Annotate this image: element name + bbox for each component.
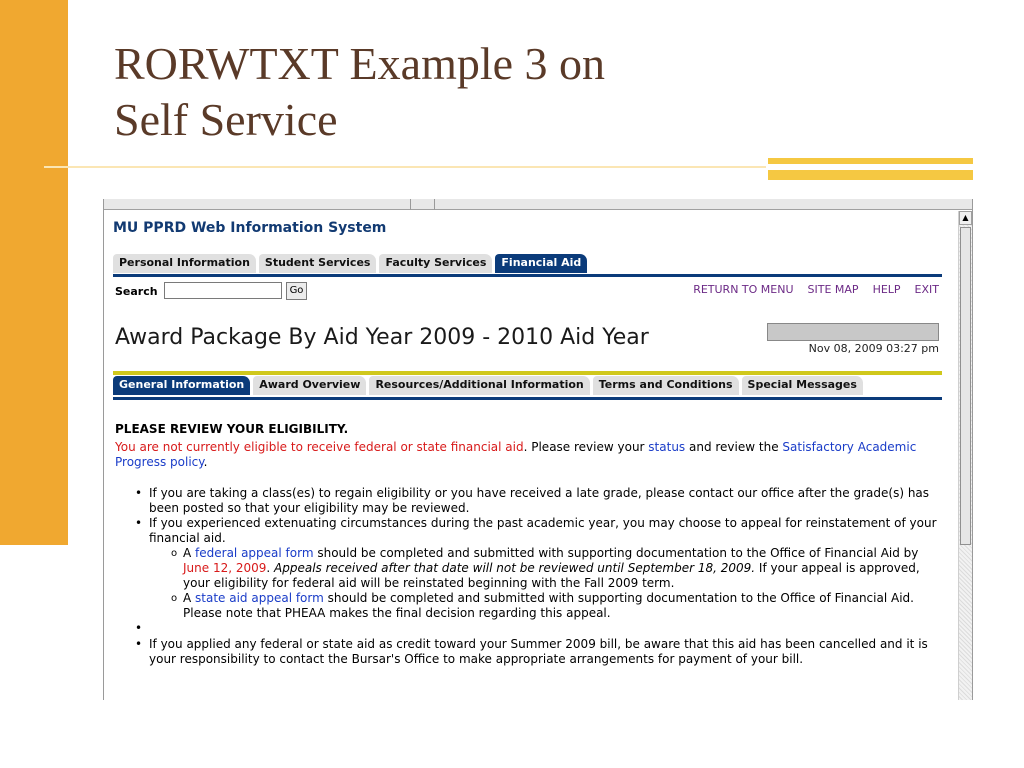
top-nav-links: [693, 283, 939, 296]
slide-title: [114, 36, 754, 148]
return-to-menu-link[interactable]: RETURN TO MENU: [693, 283, 794, 296]
status-link[interactable]: status: [648, 440, 686, 454]
search-go-button[interactable]: Go: [286, 282, 307, 300]
tab-financial-aid[interactable]: Financial Aid: [495, 254, 587, 273]
title-accent-stripe: [768, 158, 973, 164]
page-title: Award Package By Aid Year 2009 - 2010 Aid Year: [115, 325, 649, 350]
intro-text: .: [203, 455, 208, 469]
slide-left-accent-bar: [0, 0, 68, 545]
intro-text: and review the: [685, 440, 783, 454]
title-accent-stripe: [768, 170, 973, 180]
tab-general-information[interactable]: General Information: [113, 376, 250, 395]
search-input[interactable]: [164, 282, 282, 299]
title-underline: [44, 166, 766, 168]
web-page: [104, 211, 959, 700]
state-aid-appeal-form-link[interactable]: state aid appeal form: [195, 591, 324, 605]
sub-item-text: A: [183, 591, 196, 605]
system-title: MU PPRD Web Information System: [113, 220, 387, 236]
federal-appeal-form-link[interactable]: federal appeal form: [195, 546, 314, 560]
slide-title-line-2: Self Service: [114, 94, 338, 145]
browser-toolbar-strip: [104, 199, 973, 210]
list-item-text: If you experienced extenuating circumstances during the past academic year, you may choose to appeal for reinstatement of your financial aid.: [149, 516, 937, 545]
main-tab-bar: [113, 254, 590, 273]
sub-item-text: A: [183, 546, 196, 560]
eligibility-message: [115, 422, 937, 667]
tab-award-overview[interactable]: Award Overview: [253, 376, 366, 395]
list-item: [115, 637, 937, 667]
exit-link[interactable]: EXIT: [914, 283, 939, 296]
sub-item-text: should be completed and submitted with supporting documentation to the Office of Financial Aid. Please note that PHEAA makes the final decision regarding this appeal.: [183, 591, 914, 620]
list-item: [115, 516, 937, 621]
scroll-up-arrow-icon[interactable]: ▲: [959, 211, 972, 225]
main-tab-underline: [113, 274, 942, 277]
screenshot-window: [103, 199, 973, 700]
site-map-link[interactable]: SITE MAP: [807, 283, 859, 296]
tab-resources-additional-information[interactable]: Resources/Additional Information: [369, 376, 589, 395]
sub-list-item: [149, 546, 937, 591]
vertical-scrollbar[interactable]: [958, 211, 972, 700]
list-item: [115, 486, 937, 516]
appeal-deadline: June 12, 2009: [183, 561, 267, 575]
tab-special-messages[interactable]: Special Messages: [742, 376, 863, 395]
scrollbar-thumb[interactable]: [960, 227, 971, 545]
tab-personal-information[interactable]: Personal Information: [113, 254, 256, 273]
sub-item-text: should be completed and submitted with supporting documentation to the Office of Financial Aid by: [313, 546, 919, 560]
slide-title-line-1: RORWTXT Example 3 on: [114, 38, 606, 89]
search-label: Search: [115, 285, 158, 298]
sub-item-text: If your appeal is approved, your eligibility for federal aid will be reinstated beginning with the Fall 2009 term.: [183, 561, 920, 590]
sub-list-item: [149, 591, 937, 621]
sub-tab-underline: [113, 397, 942, 400]
list-item-text: If you applied any federal or state aid as credit toward your Summer 2009 bill, be aware that this aid has been cancelled and it is your responsibility to contact the Bursar's Office to make appropriate arrangements for payment of your bill.: [149, 637, 928, 666]
sap-policy-link[interactable]: Satisfactory Academic Progress policy: [115, 440, 917, 469]
eligibility-heading: PLEASE REVIEW YOUR ELIGIBILITY.: [115, 422, 349, 436]
ineligible-notice: You are not currently eligible to receive federal or state financial aid: [115, 440, 524, 454]
help-link[interactable]: HELP: [872, 283, 901, 296]
appeal-late-note: Appeals received after that date will not be reviewed until September 18, 2009.: [274, 561, 756, 575]
page-title-rule: [113, 371, 942, 375]
tab-faculty-services[interactable]: Faculty Services: [379, 254, 492, 273]
tab-terms-and-conditions[interactable]: Terms and Conditions: [593, 376, 739, 395]
info-box: [767, 323, 939, 341]
sub-tab-bar: [113, 376, 866, 395]
timestamp: Nov 08, 2009 03:27 pm: [808, 342, 939, 355]
eligibility-intro: [115, 440, 937, 470]
appeal-sub-list: [149, 546, 937, 621]
intro-text: . Please review your: [523, 440, 649, 454]
eligibility-list: [115, 486, 937, 667]
tab-student-services[interactable]: Student Services: [259, 254, 377, 273]
list-spacer: [115, 621, 937, 637]
sub-item-text: .: [266, 561, 275, 575]
list-item-text: If you are taking a class(es) to regain eligibility or you have received a late grade, please contact our office after the grade(s) has been posted so that your eligibility may be reviewed.: [149, 486, 930, 515]
